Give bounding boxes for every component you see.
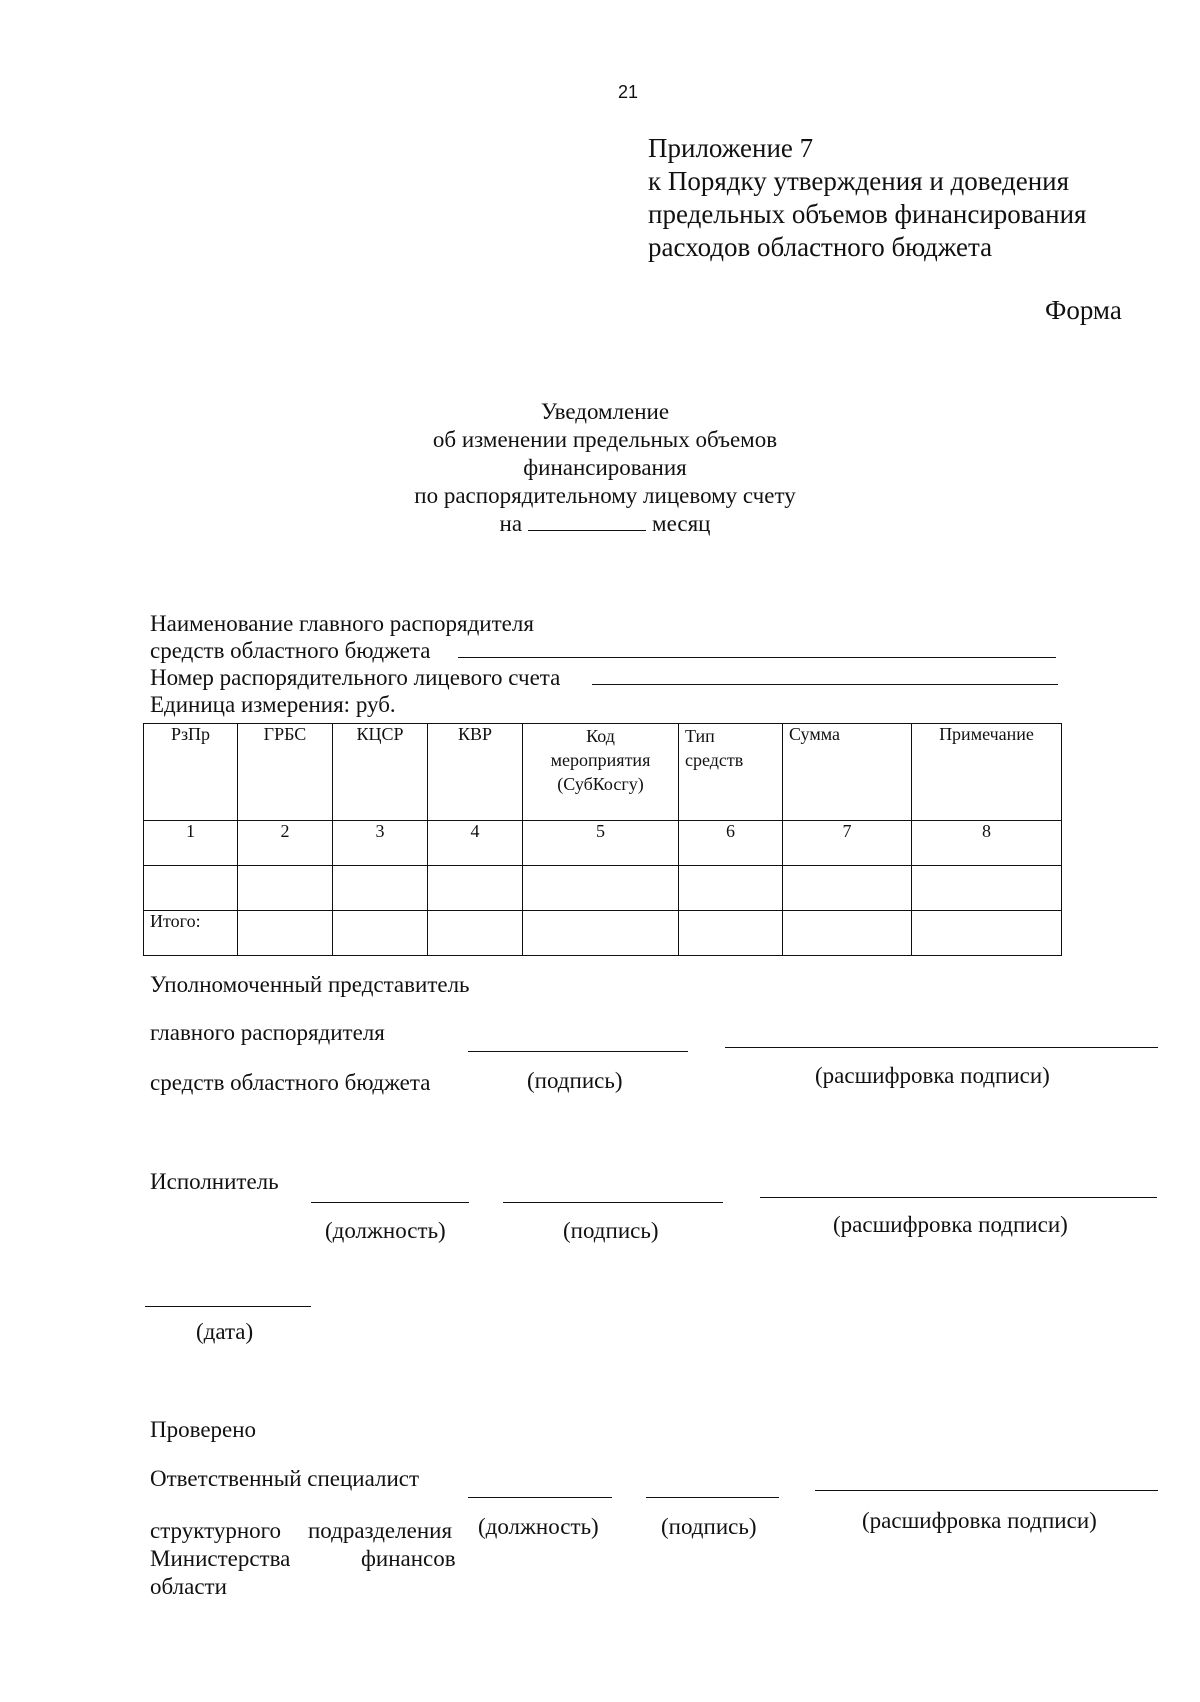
date-line[interactable] xyxy=(145,1306,311,1307)
executor-signature-line[interactable] xyxy=(503,1202,723,1203)
data-cell[interactable] xyxy=(144,866,238,911)
grbs-name-blank[interactable] xyxy=(458,657,1056,658)
authorized-signature-line[interactable] xyxy=(468,1051,688,1052)
data-cell[interactable] xyxy=(333,866,428,911)
appendix-line-4: расходов областного бюджета xyxy=(648,232,993,262)
data-cell[interactable] xyxy=(912,866,1062,911)
title-line-4: по распорядительному лицевому счету xyxy=(414,483,796,508)
executor-decode-caption: (расшифровка подписи) xyxy=(833,1212,1068,1237)
number-cell: 7 xyxy=(783,821,912,866)
total-cell[interactable] xyxy=(428,911,523,956)
total-cell[interactable] xyxy=(333,911,428,956)
authorized-line-2: главного распорядителя xyxy=(150,1020,385,1045)
number-cell: 6 xyxy=(679,821,783,866)
appendix-line-3: предельных объемов финансирования xyxy=(648,199,1087,229)
table-number-row xyxy=(144,821,1062,866)
number-cell: 2 xyxy=(238,821,333,866)
title-line-3: финансирования xyxy=(523,455,687,480)
total-cell[interactable] xyxy=(912,911,1062,956)
title-line-5 xyxy=(400,510,810,538)
executor-label: Исполнитель xyxy=(150,1169,279,1194)
executor-decode-line[interactable] xyxy=(760,1197,1157,1198)
table-row xyxy=(144,866,1062,911)
info-line-1: Наименование главного распорядителя xyxy=(150,611,534,636)
total-cell[interactable] xyxy=(679,911,783,956)
header-cell-text: Тип средств xyxy=(685,726,744,770)
table-header-row xyxy=(144,724,1062,821)
data-cell[interactable] xyxy=(238,866,333,911)
checked-decode-caption: (расшифровка подписи) xyxy=(862,1508,1097,1533)
info-line-2: средств областного бюджета xyxy=(150,638,431,663)
authorized-signature-caption: (подпись) xyxy=(527,1068,623,1093)
authorized-line-1: Уполномоченный представитель xyxy=(150,972,470,997)
authorized-decode-line[interactable] xyxy=(725,1047,1158,1048)
authorized-line-3: средств областного бюджета xyxy=(150,1070,431,1095)
date-caption: (дата) xyxy=(196,1319,254,1344)
checked-line-4: области xyxy=(150,1574,227,1599)
info-line-3: Номер распорядительного лицевого счета xyxy=(150,665,561,690)
checked-line-3-right: финансов xyxy=(361,1546,456,1571)
checked-position-line[interactable] xyxy=(468,1497,612,1498)
appendix-block xyxy=(648,132,1086,264)
header-cell: КЦСР xyxy=(333,724,428,821)
header-cell: Сумма xyxy=(783,724,912,821)
checked-label: Проверено xyxy=(150,1417,257,1442)
header-cell: ГРБС xyxy=(238,724,333,821)
info-line-4: Единица измерения: руб. xyxy=(150,692,396,717)
header-cell xyxy=(523,724,679,821)
table-total-row xyxy=(144,911,1062,956)
form-label: Форма xyxy=(1045,295,1122,325)
page-number: 21 xyxy=(618,82,639,102)
account-number-blank[interactable] xyxy=(592,684,1058,685)
executor-position-caption: (должность) xyxy=(325,1218,446,1243)
title-line-1: Уведомление xyxy=(540,399,670,424)
authorized-decode-caption: (расшифровка подписи) xyxy=(815,1063,1050,1088)
data-cell[interactable] xyxy=(428,866,523,911)
number-cell: 5 xyxy=(523,821,679,866)
checked-line-2-right: подразделения xyxy=(308,1518,453,1543)
total-cell[interactable] xyxy=(783,911,912,956)
funding-table xyxy=(143,723,1062,956)
appendix-line-2: к Порядку утверждения и доведения xyxy=(648,166,1070,196)
checked-position-caption: (должность) xyxy=(478,1514,599,1539)
number-cell: 3 xyxy=(333,821,428,866)
checked-line-3-left: Министерства xyxy=(150,1546,291,1571)
checked-signature-line[interactable] xyxy=(646,1497,779,1498)
number-cell: 1 xyxy=(144,821,238,866)
header-cell: РзПр xyxy=(144,724,238,821)
total-label: Итого: xyxy=(144,911,238,956)
checked-signature-caption: (подпись) xyxy=(661,1514,757,1539)
title-month-suffix: месяц xyxy=(652,511,711,536)
number-cell: 4 xyxy=(428,821,523,866)
header-cell: КВР xyxy=(428,724,523,821)
header-cell-text: Код мероприятия (СубКосгу) xyxy=(550,726,651,794)
executor-position-line[interactable] xyxy=(311,1202,469,1203)
title-line-2: об изменении предельных объемов xyxy=(432,427,778,452)
appendix-line-1: Приложение 7 xyxy=(648,133,814,163)
executor-signature-caption: (подпись) xyxy=(563,1218,659,1243)
total-cell[interactable] xyxy=(238,911,333,956)
data-cell[interactable] xyxy=(523,866,679,911)
total-cell[interactable] xyxy=(523,911,679,956)
header-cell: Примечание xyxy=(912,724,1062,821)
checked-line-1: Ответственный специалист xyxy=(150,1466,420,1491)
title-month-prefix: на xyxy=(499,511,523,536)
checked-decode-line[interactable] xyxy=(815,1490,1158,1491)
data-cell[interactable] xyxy=(783,866,912,911)
checked-line-2-left: структурного xyxy=(150,1518,282,1543)
document-title xyxy=(400,398,810,538)
header-cell xyxy=(679,724,783,821)
number-cell: 8 xyxy=(912,821,1062,866)
data-cell[interactable] xyxy=(679,866,783,911)
month-blank[interactable] xyxy=(528,510,646,531)
